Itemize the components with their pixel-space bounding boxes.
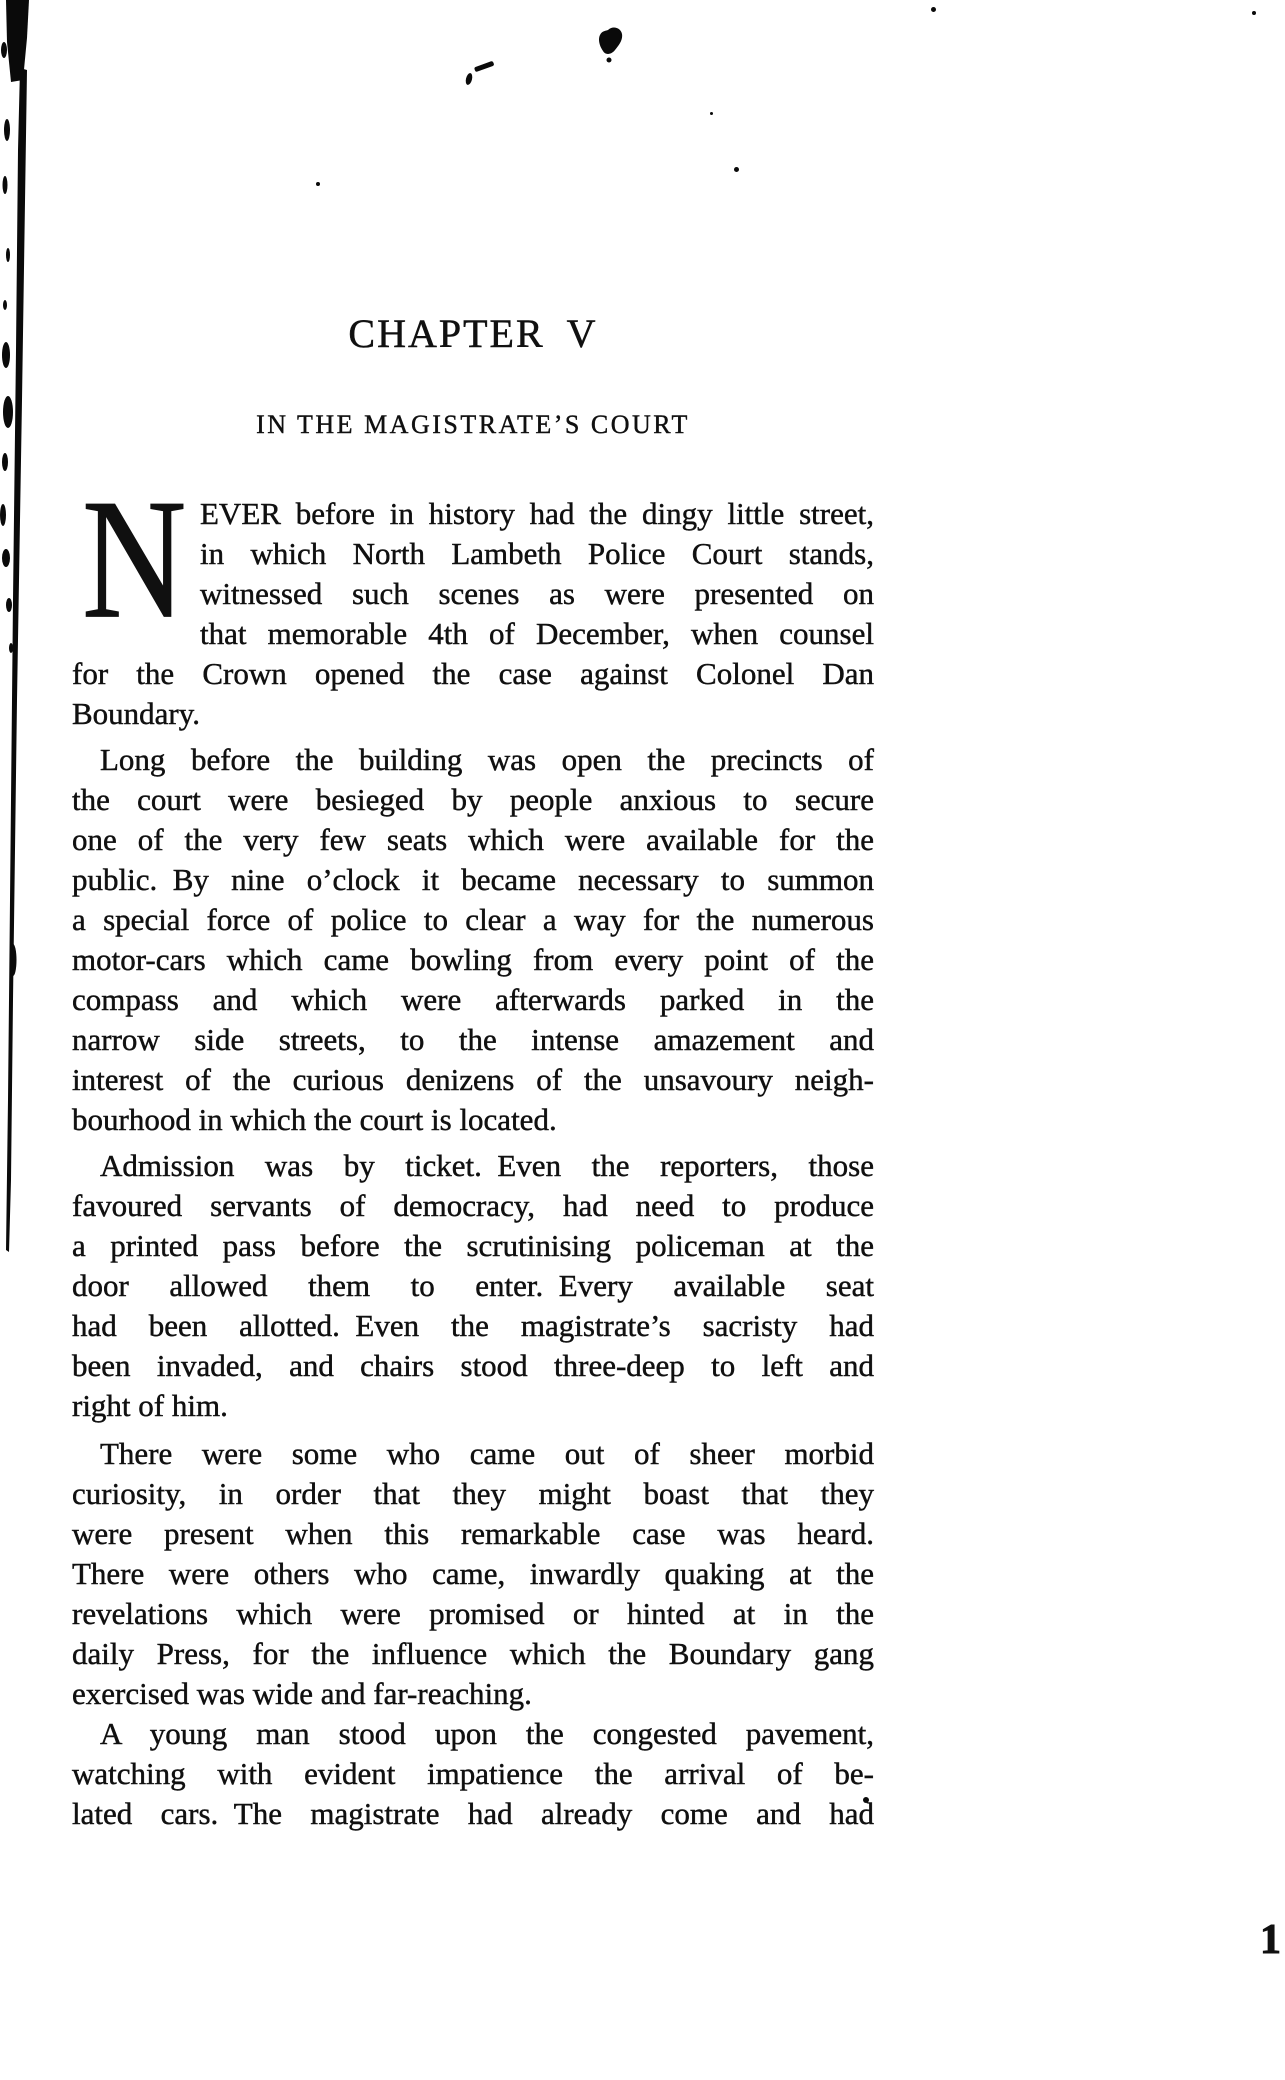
text-line: A young man stood upon the congested pavement, [100, 1716, 874, 1751]
ink-speck [316, 182, 320, 186]
text-line: bourhood in which the court is located. [72, 1102, 557, 1137]
text-line: public. By nine o’clock it became necessary to summon [72, 862, 874, 897]
scan-edge-artifact [0, 0, 36, 1300]
text-line: had been allotted. Even the magistrate’s sacristy had [72, 1308, 874, 1343]
text-line: curiosity, in order that they might boast that they [72, 1476, 874, 1511]
ink-speck [931, 7, 936, 12]
text-line: Boundary. [72, 696, 200, 731]
text-line: There were others who came, inwardly quaking at the [72, 1556, 874, 1591]
paragraph [72, 1434, 874, 1714]
text-line: right of him. [72, 1388, 228, 1423]
ink-speck [1252, 11, 1256, 15]
text-line: were present when this remarkable case was heard. [72, 1516, 874, 1551]
text-line: There were some who came out of sheer morbid [100, 1436, 874, 1471]
text-line: lated cars. The magistrate had already come and had [72, 1796, 874, 1831]
text-line: witnessed such scenes as were presented on [200, 576, 874, 611]
drop-cap: N [82, 464, 187, 655]
text-line: EVER before in history had the dingy little street, [200, 496, 874, 531]
text-line: daily Press, for the influence which the Boundary gang [72, 1636, 874, 1671]
ink-speck [710, 112, 713, 115]
text-line: Admission was by ticket. Even the reporters, those [100, 1148, 874, 1183]
text-line: for the Crown opened the case against Colonel Dan [72, 656, 874, 691]
ink-speck [734, 167, 739, 172]
paragraph [72, 464, 874, 734]
paragraph [72, 740, 874, 1140]
text-line: narrow side streets, to the intense amazement and [72, 1022, 874, 1057]
stray-mark [462, 56, 496, 88]
text-line: in which North Lambeth Police Court stands, [200, 536, 874, 571]
text-line: Long before the building was open the precincts of [100, 742, 874, 777]
chapter-subtitle: IN THE MAGISTRATE’S COURT [256, 410, 690, 439]
text-line: been invaded, and chairs stood three-deep to left and [72, 1348, 874, 1383]
text-line: a special force of police to clear a way for the numerous [72, 902, 874, 937]
text-line: exercised was wide and far-reaching. [72, 1676, 532, 1711]
text-line: the court were besieged by people anxious to secure [72, 782, 874, 817]
text-line: revelations which were promised or hinted at in the [72, 1596, 874, 1631]
paragraph [72, 1146, 874, 1426]
text-line: one of the very few seats which were available for the [72, 822, 874, 857]
body-text [72, 464, 874, 1834]
text-line: favoured servants of democracy, had need to produce [72, 1188, 874, 1223]
text-line: that memorable 4th of December, when counsel [200, 616, 874, 651]
text-line: compass and which were afterwards parked in the [72, 982, 874, 1017]
ink-blot [594, 26, 630, 70]
text-line: door allowed them to enter. Every available seat [72, 1268, 874, 1303]
text-line: motor-cars which came bowling from every point of the [72, 942, 874, 977]
text-line: a printed pass before the scrutinising policeman at the [72, 1228, 874, 1263]
text-line: interest of the curious denizens of the unsavoury neigh- [72, 1062, 874, 1097]
page-number: 1 [1260, 1917, 1281, 1963]
text-line: watching with evident impatience the arrival of be- [72, 1756, 874, 1791]
paragraph [72, 1714, 874, 1834]
chapter-title: CHAPTER V [348, 311, 598, 356]
